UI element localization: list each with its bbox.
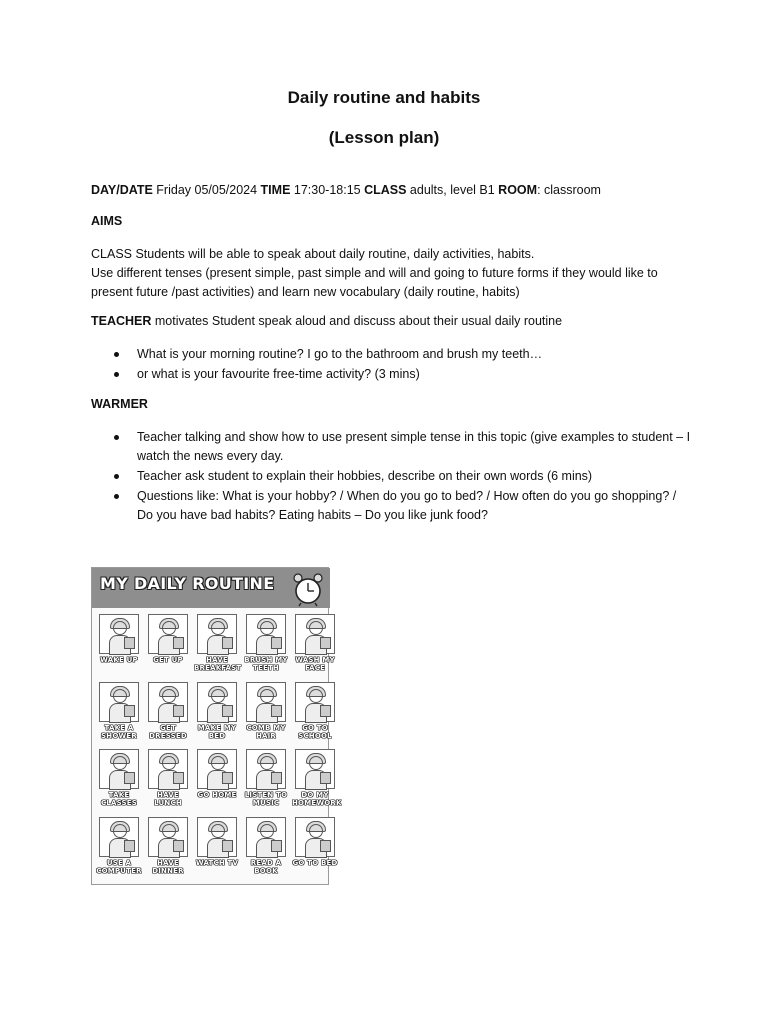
room-value: : classroom bbox=[537, 183, 601, 197]
class-label: CLASS bbox=[364, 183, 407, 197]
activity-illustration bbox=[295, 614, 335, 654]
activity-cell bbox=[96, 614, 142, 680]
list-item: Questions like: What is your hobby? / When do you go to bed? / How often do you go shopping? / Do you have bad habits? Eating habits – Do you like junk food? bbox=[91, 487, 691, 525]
poster-banner bbox=[92, 568, 330, 608]
list-item: What is your morning routine? I go to the bathroom and brush my teeth… bbox=[91, 345, 691, 364]
activity-cell bbox=[194, 817, 240, 883]
activity-illustration bbox=[99, 614, 139, 654]
activity-illustration bbox=[197, 749, 237, 789]
teacher-bullets bbox=[91, 345, 691, 385]
activity-label: HAVE LUNCH bbox=[154, 791, 182, 807]
room-label: ROOM bbox=[498, 183, 538, 197]
day-label: DAY/DATE bbox=[91, 183, 153, 197]
activity-label: GO HOME bbox=[197, 791, 237, 799]
time-label: TIME bbox=[260, 183, 291, 197]
page-subtitle: (Lesson plan) bbox=[328, 128, 440, 147]
warmer-heading: WARMER bbox=[91, 397, 148, 411]
activity-illustration bbox=[295, 817, 335, 857]
activity-cell bbox=[145, 682, 191, 748]
activity-illustration bbox=[246, 614, 286, 654]
activity-cell bbox=[292, 817, 338, 883]
activity-illustration bbox=[197, 614, 237, 654]
activity-label: TAKE A SHOWER bbox=[101, 723, 137, 740]
teacher-label: TEACHER bbox=[91, 314, 152, 328]
activity-cell bbox=[194, 749, 240, 815]
lesson-info-line bbox=[91, 183, 601, 197]
activity-grid bbox=[96, 614, 342, 882]
teacher-line bbox=[91, 314, 562, 328]
activity-illustration bbox=[148, 614, 188, 654]
alarm-clock-icon bbox=[291, 572, 325, 606]
day-value: Friday 05/05/2024 bbox=[152, 183, 261, 197]
activity-illustration bbox=[246, 682, 286, 722]
activity-illustration bbox=[197, 682, 237, 722]
activity-label: MAKE MY BED bbox=[197, 723, 237, 740]
activity-cell bbox=[243, 817, 289, 883]
page-title: Daily routine and habits bbox=[287, 88, 481, 107]
aims-heading: AIMS bbox=[91, 214, 123, 228]
activity-label: GO TO BED bbox=[292, 858, 338, 867]
activity-label: USE A COMPUTER bbox=[96, 858, 142, 875]
activity-label: WATCH TV bbox=[195, 858, 239, 867]
class-value: adults, level B1 bbox=[406, 183, 499, 197]
activity-label: GET UP bbox=[153, 656, 183, 664]
daily-routine-poster bbox=[91, 567, 342, 885]
activity-illustration bbox=[99, 682, 139, 722]
activity-cell bbox=[96, 817, 142, 883]
activity-cell bbox=[145, 614, 191, 680]
list-item: Teacher ask student to explain their hobbies, describe on their own words (6 mins) bbox=[91, 467, 691, 486]
time-value: 17:30-18:15 bbox=[290, 183, 365, 197]
activity-label: WASH MY FACE bbox=[295, 656, 335, 672]
activity-illustration bbox=[99, 749, 139, 789]
activity-cell bbox=[243, 682, 289, 748]
list-item: Teacher talking and show how to use present simple tense in this topic (give examples to student – I watch the news every day. bbox=[91, 428, 691, 466]
activity-cell bbox=[96, 682, 142, 748]
activity-cell bbox=[96, 749, 142, 815]
activity-illustration bbox=[148, 749, 188, 789]
warmer-bullets bbox=[91, 428, 691, 526]
activity-label: HAVE DINNER bbox=[152, 858, 184, 875]
activity-cell bbox=[243, 749, 289, 815]
activity-label: WAKE UP bbox=[100, 656, 138, 664]
activity-label: LISTEN TO MUSIC bbox=[244, 791, 288, 807]
activity-illustration bbox=[197, 817, 237, 857]
activity-label: COMB MY HAIR bbox=[246, 723, 286, 740]
activity-cell bbox=[145, 749, 191, 815]
activity-cell bbox=[292, 614, 338, 680]
activity-illustration bbox=[295, 682, 335, 722]
poster-title: MY DAILY ROUTINE bbox=[100, 574, 275, 593]
activity-label: BRUSH MY TEETH bbox=[244, 656, 288, 672]
activity-cell bbox=[292, 682, 338, 748]
activity-illustration bbox=[148, 817, 188, 857]
aims-line-2: Use different tenses (present simple, past simple and will and going to future forms if they would like to present future /past activities) and learn new vocabulary (daily routine, habits) bbox=[91, 266, 658, 299]
activity-illustration bbox=[246, 817, 286, 857]
activity-label: READ A BOOK bbox=[250, 858, 282, 875]
activity-illustration bbox=[148, 682, 188, 722]
activity-label: TAKE CLASSES bbox=[100, 791, 137, 807]
activity-label: DO MY HOMEWORK bbox=[292, 791, 342, 807]
activity-label: GET DRESSED bbox=[149, 723, 187, 740]
teacher-text: motivates Student speak aloud and discuss about their usual daily routine bbox=[151, 314, 563, 328]
activity-cell bbox=[292, 749, 342, 815]
activity-label: HAVE BREAKFAST bbox=[194, 656, 242, 672]
activity-cell bbox=[194, 682, 240, 748]
activity-illustration bbox=[295, 749, 335, 789]
aims-line-1: CLASS Students will be able to speak about daily routine, daily activities, habits. bbox=[91, 247, 535, 261]
activity-cell bbox=[145, 817, 191, 883]
activity-label: GO TO SCHOOL bbox=[298, 723, 332, 740]
activity-illustration bbox=[99, 817, 139, 857]
activity-illustration bbox=[246, 749, 286, 789]
activity-cell bbox=[194, 614, 240, 680]
list-item: or what is your favourite free-time activity? (3 mins) bbox=[91, 365, 691, 384]
activity-cell bbox=[243, 614, 289, 680]
